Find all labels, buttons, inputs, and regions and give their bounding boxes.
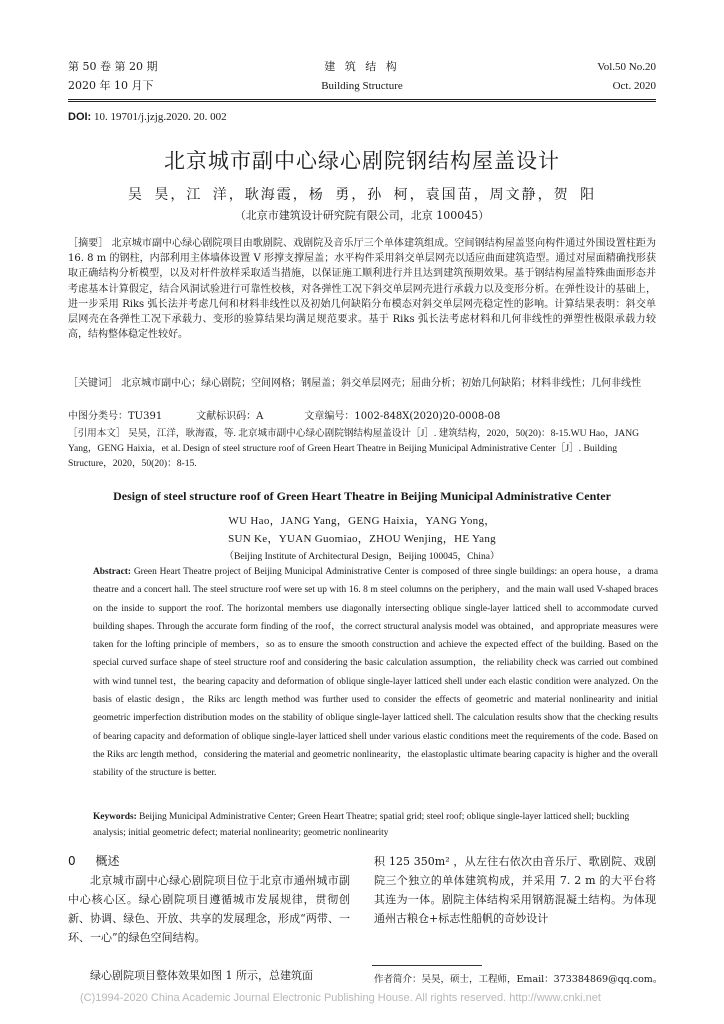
body-left-paragraph-1: 北京城市副中心绿心剧院项目位于北京市通州城市副中心核心区。绿心剧院项目遵循城市发展规律，贯彻创新、协调、绿色、开放、共享的发展理念，形成“两带、一环、一心”的绿色空间结构。 (68, 874, 350, 944)
clc-number: 中图分类号：TU391 (68, 411, 163, 422)
citation (68, 426, 656, 472)
doi-value: 10. 19701/j.jzjg.2020. 20. 002 (93, 111, 227, 123)
authors-en-line2: SUN Ke，YUAN Guomiao，ZHOU Wenjing，HE Yang (228, 533, 496, 545)
keywords-en-text: Beijing Municipal Administrative Center; Green Heart Theatre; spatial grid; steel roof; oblique single-layer latticed shell; buckling analysis; initial geometric defect; material nonlinearity; geometric nonlinearity (93, 812, 630, 838)
citation-text: 吴昊，江洋，耿海霞，等. 北京城市副中心绿心剧院钢结构屋盖设计［J］. 建筑结构，2020，50(20)：8-15.WU Hao，JANG Yang，GENG Haixia，et al. Design of steel structure roof of Green Heart Theatre in Beijing Municipal Administrative Center［J］. Building Structure，2020，50(20)：8-15. (68, 428, 640, 470)
paper-title-en: Design of steel structure roof of Green Heart Theatre in Beijing Municipal Administrative Center (113, 489, 611, 503)
abstract-cn-label: ［摘要］ (68, 238, 109, 249)
cnki-watermark: (C)1994-2020 China Academic Journal Electronic Publishing House. All rights reserved. http://www.cnki.net (80, 992, 601, 1004)
section-number: 0 (68, 854, 76, 868)
affiliation-cn: （北京市建筑设计研究院有限公司，北京 100045） (234, 209, 490, 222)
keywords-en (93, 809, 658, 841)
date-en: Oct. 2020 (612, 80, 656, 92)
section-title: 概述 (95, 854, 120, 868)
header-rule (68, 99, 656, 100)
keywords-cn-label: ［关键词］ (68, 378, 118, 389)
journal-name-en: Building Structure (321, 80, 403, 92)
abstract-cn (68, 236, 656, 342)
document-code: 文献标识码：A (196, 411, 264, 422)
authors-en-line1: WU Hao，JANG Yang，GENG Haixia，YANG Yong， (228, 515, 496, 527)
doi-label: DOI: (68, 111, 92, 123)
issue-cn: 第 50 卷 第 20 期 (68, 60, 158, 73)
abstract-en-text: Green Heart Theatre project of Beijing Municipal Administrative Center is composed of three single buildings: an opera house，a drama theatre and a concert hall. The steel structure roof were set up with 16. 8 m steel columns on the periphery，and the main wall used V-shaped braces on the inside to support the roof. The horizontal members use diagonally intersecting oblique single-layer latticed shell to accommodate curved building shapes. Through the accurate form finding of the roof，the correct structural analysis model was obtained，and appropriate measures were taken for the lofting principle of members，so as to ensure the smooth construction and achieve the expected effect of the building. Based on the special curved surface shape of steel structure roof and considering the basic calculation assumption，the reliability check was carried out combined with wind tunnel test，the bearing capacity and deformation of oblique single-layer latticed shell under each elastic condition were analyzed. On the basis of elastic design，the Riks arc length method was further used to consider the effects of geometric and material nonlinearity and initial geometric imperfection distribution modes on the stability of oblique single-layer latticed shell. The calculation results show that the checking results of bearing capacity and deformation of oblique single-layer latticed shell under various elastic conditions meet the requirements of the code. Based on the Riks arc length method，considering the material and geometric nonlinearity，the elastoplastic ultimate bearing capacity is higher and the overall stability of the structure is better. (93, 567, 659, 779)
keywords-en-label: Keywords: (93, 812, 137, 822)
section-heading (68, 852, 119, 869)
abstract-cn-text: 北京城市副中心绿心剧院项目由歌剧院、戏剧院及音乐厅三个单体建筑组成。空间钢结构屋盖竖向构件通过外围设置柱距为 16. 8 m 的钢柱，内部利用主体墙体设置 V 形撑支撑屋盖；水平构件采用斜交单层网壳以适应曲面建筑造型。通过对屋面精确找形获取正确结构分析模型，以及对杆件放样采取适当措施，以保证施工顺利进行并且达到建筑预期效果。基于钢结构屋盖特殊曲面形态并考虑基本计算假定，结合风洞试验进行可靠性校核，对各弹性工况下斜交单层网壳进行承载力以及变形分析。在弹性设计的基础上，进一步采用 Riks 弧长法并考虑几何和材料非线性以及初始几何缺陷分布模态对斜交单层网壳稳定性的影响。计算结果表明：斜交单层网壳在各弹性工况下承载力、变形的验算结果均满足规范要求。基于 Riks 弧长法考虑材料和几何非线性的弹塑性极限承载力较高，结构整体稳定性较好。 (68, 238, 657, 341)
body-left-paragraph-2: 绿心剧院项目整体效果如图 1 所示，总建筑面 (90, 969, 313, 982)
footnote-rule (372, 965, 482, 966)
doi (68, 111, 227, 123)
keywords-cn-text: 北京城市副中心；绿心剧院；空间网格；钢屋盖；斜交单层网壳；屈曲分析；初始几何缺陷；材料非线性；几何非线性 (121, 378, 642, 389)
paper-title-cn: 北京城市副中心绿心剧院钢结构屋盖设计 (164, 149, 560, 173)
header-rule-thin (68, 101, 656, 102)
body-right-paragraph: 积 125 350m² ，从左往右依次由音乐厅、歌剧院、戏剧院三个独立的单体建筑构成，并采用 7. 2 m 的大平台将其连为一体。剧院主体结构采用钢筋混凝土结构。为体现通州古粮仓+标志性船帆的奇妙设计 (374, 855, 656, 925)
date-cn: 2020 年 10 月下 (68, 79, 154, 92)
keywords-cn (68, 376, 656, 391)
journal-name-cn: 建 筑 结 构 (324, 60, 400, 73)
article-number: 文章编号：1002-848X(2020)20-0008-08 (304, 411, 501, 422)
volume-en: Vol.50 No.20 (597, 61, 656, 73)
abstract-en-label: Abstract: (93, 567, 132, 577)
affiliation-en: （Beijing Institute of Architectural Design，Beijing 100045，China） (224, 551, 500, 562)
authors-cn: 吴 昊，江 洋，耿海霞，杨 勇，孙 柯，袁国苗，周文静，贺 阳 (127, 187, 597, 203)
classification-line (68, 409, 656, 424)
author-footnote: 作者简介：吴昊，硕士，工程师，Email：373384869@qq.com。 (374, 974, 663, 985)
citation-label: ［引用本文］ (68, 428, 126, 439)
abstract-en (93, 563, 658, 783)
